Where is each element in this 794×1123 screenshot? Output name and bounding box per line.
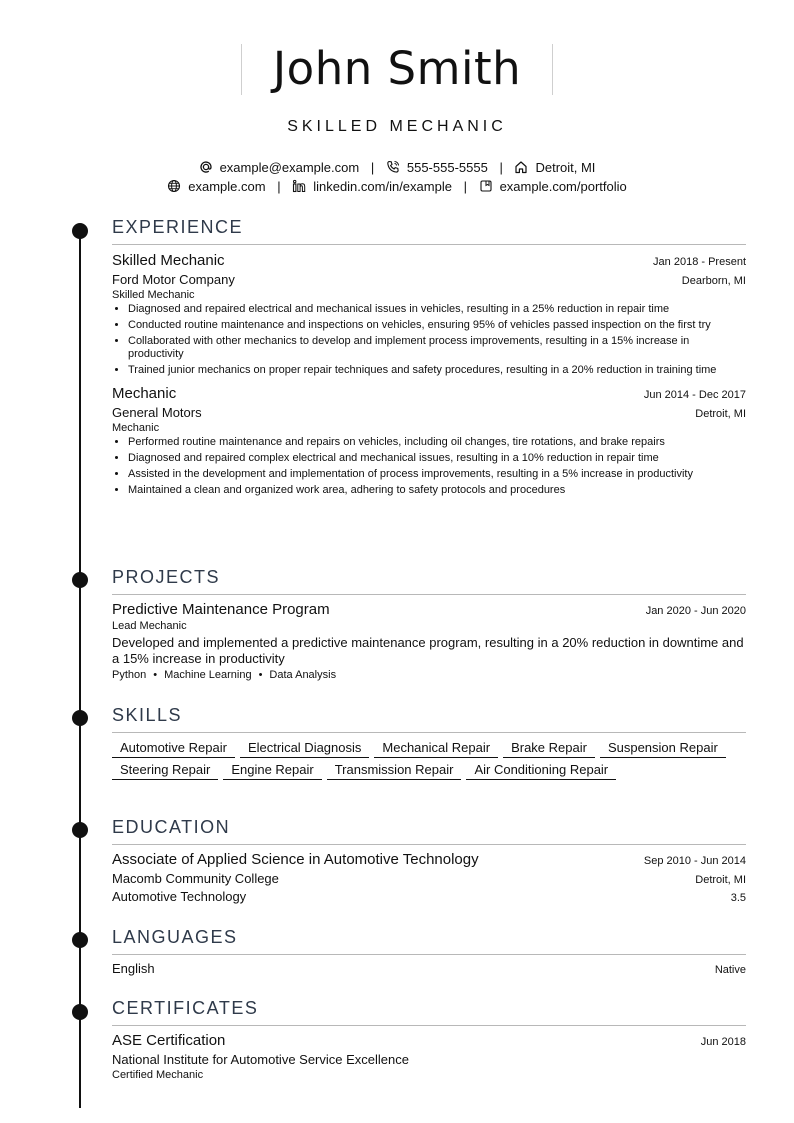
skill-tag: Brake Repair <box>503 740 595 758</box>
tag: Data Analysis <box>269 669 337 681</box>
list-item: • Maintained a clean and organized work area, adhering to safety protocols and procedures <box>128 484 746 497</box>
degree-title: Associate of Applied Science in Automotive Technology <box>112 851 479 868</box>
section-title: LANGUAGES <box>112 927 238 947</box>
list-item: • Trained junior mechanics on proper repair techniques and safety procedures, resulting in a 20% reduction in training time <box>128 364 746 377</box>
date-range: Jun 2014 - Dec 2017 <box>643 389 746 401</box>
timeline-dot <box>72 223 88 239</box>
school-location: Detroit, MI <box>695 874 746 886</box>
skill-tag: Steering Repair <box>112 762 218 780</box>
skill-tag: Automotive Repair <box>112 740 235 758</box>
section-divider <box>112 954 746 955</box>
phone-text[interactable]: 555-555-5555 <box>406 160 488 175</box>
company-name: General Motors <box>112 405 202 420</box>
language-entry <box>112 961 746 976</box>
projects-section <box>112 566 746 681</box>
candidate-name: John Smith <box>272 42 522 95</box>
gpa-value: 3.5 <box>730 892 746 904</box>
certificate-date: Jun 2018 <box>700 1036 746 1048</box>
home-icon <box>514 160 528 174</box>
list-item: • Collaborated with other mechanics to develop and implement process improvements, resulting in a 15% increase in productivity <box>128 335 746 360</box>
job-title: SKILLED MECHANIC <box>287 118 507 135</box>
list-item: • Diagnosed and repaired complex electrical and mechanical issues, resulting in a 10% reduction in repair time <box>128 452 746 465</box>
timeline-dot <box>72 822 88 838</box>
globe-icon <box>167 179 181 193</box>
project-description: Developed and implemented a predictive maintenance program, resulting in a 20% reduction in downtime and a 15% increase in productivity <box>112 635 744 666</box>
section-divider <box>112 594 746 595</box>
job-location: Dearborn, MI <box>681 275 746 287</box>
skill-tag: Mechanical Repair <box>374 740 498 758</box>
skill-tag: Transmission Repair <box>327 762 462 780</box>
tag: Machine Learning <box>164 669 252 681</box>
role-title: Skilled Mechanic <box>112 252 225 269</box>
at-icon <box>199 160 213 174</box>
section-title: EXPERIENCE <box>112 217 244 237</box>
tag: Python <box>112 669 147 681</box>
linkedin-link[interactable]: linkedin.com/in/example <box>313 179 452 194</box>
section-title: PROJECTS <box>112 567 221 587</box>
date-range: Sep 2010 - Jun 2014 <box>643 855 746 867</box>
education-entry <box>112 851 746 904</box>
experience-entry <box>112 252 746 376</box>
project-name: Predictive Maintenance Program <box>112 601 330 618</box>
role-title: Mechanic <box>112 385 177 402</box>
section-divider <box>112 244 746 245</box>
certificate-detail: Certified Mechanic <box>112 1069 204 1081</box>
timeline-dot <box>72 1004 88 1020</box>
section-title: EDUCATION <box>112 817 231 837</box>
timeline-dot <box>72 710 88 726</box>
certificate-entry <box>112 1032 746 1081</box>
name-box <box>241 44 553 95</box>
skills-list <box>112 739 746 783</box>
section-title: CERTIFICATES <box>112 998 259 1018</box>
list-item: • Assisted in the development and implementation of process improvements, resulting in a 5% increase in productivity <box>128 468 746 481</box>
linkedin-icon <box>292 179 306 193</box>
experience-entry <box>112 385 746 497</box>
section-divider <box>112 844 746 845</box>
bullet-list <box>112 436 746 497</box>
languages-section <box>112 926 746 976</box>
role-subtitle: Mechanic <box>112 422 160 434</box>
skill-tag: Engine Repair <box>223 762 321 780</box>
experience-section <box>112 216 746 500</box>
timeline-line <box>79 228 81 1108</box>
contact-line-1: example@example.com | 555-555-5555 | Detroit, MI <box>0 160 794 175</box>
portfolio-icon <box>479 179 493 193</box>
role-subtitle: Skilled Mechanic <box>112 289 195 301</box>
skill-tag: Air Conditioning Repair <box>466 762 616 780</box>
timeline-dot <box>72 572 88 588</box>
date-range: Jan 2018 - Present <box>653 256 746 268</box>
bullet-list <box>112 303 746 376</box>
certificate-name: ASE Certification <box>112 1032 226 1049</box>
job-location: Detroit, MI <box>695 408 746 420</box>
list-item: • Conducted routine maintenance and inspections on vehicles, ensuring 95% of vehicles passed inspection on the first try <box>128 319 746 332</box>
date-range: Jan 2020 - Jun 2020 <box>645 605 746 617</box>
certificate-issuer: National Institute for Automotive Service Excellence <box>112 1052 409 1067</box>
language-level: Native <box>714 964 746 976</box>
field-of-study: Automotive Technology <box>112 889 247 904</box>
project-tags: Python • Machine Learning • Data Analysis <box>112 669 337 681</box>
section-divider <box>112 1025 746 1026</box>
contact-line-2: example.com | linkedin.com/in/example | example.com/portfolio <box>0 179 794 194</box>
portfolio-link[interactable]: example.com/portfolio <box>499 179 627 194</box>
school-name: Macomb Community College <box>112 871 279 886</box>
list-item: • Diagnosed and repaired electrical and mechanical issues in vehicles, resulting in a 25% reduction in repair time <box>128 303 746 316</box>
website-link[interactable]: example.com <box>188 179 266 194</box>
language-name: English <box>112 961 155 976</box>
timeline-dot <box>72 932 88 948</box>
education-section <box>112 816 746 904</box>
skills-section <box>112 704 746 783</box>
certificates-section <box>112 997 746 1081</box>
email-link[interactable]: example@example.com <box>219 160 360 175</box>
skill-tag: Suspension Repair <box>600 740 726 758</box>
location-text: Detroit, MI <box>535 160 596 175</box>
list-item: • Performed routine maintenance and repairs on vehicles, including oil changes, tire rotations, and brake repairs <box>128 436 746 449</box>
section-divider <box>112 732 746 733</box>
project-role: Lead Mechanic <box>112 620 187 632</box>
skill-tag: Electrical Diagnosis <box>240 740 369 758</box>
section-title: SKILLS <box>112 705 183 725</box>
header <box>0 44 794 95</box>
phone-icon <box>386 160 400 174</box>
company-name: Ford Motor Company <box>112 272 235 287</box>
project-entry <box>112 601 746 681</box>
